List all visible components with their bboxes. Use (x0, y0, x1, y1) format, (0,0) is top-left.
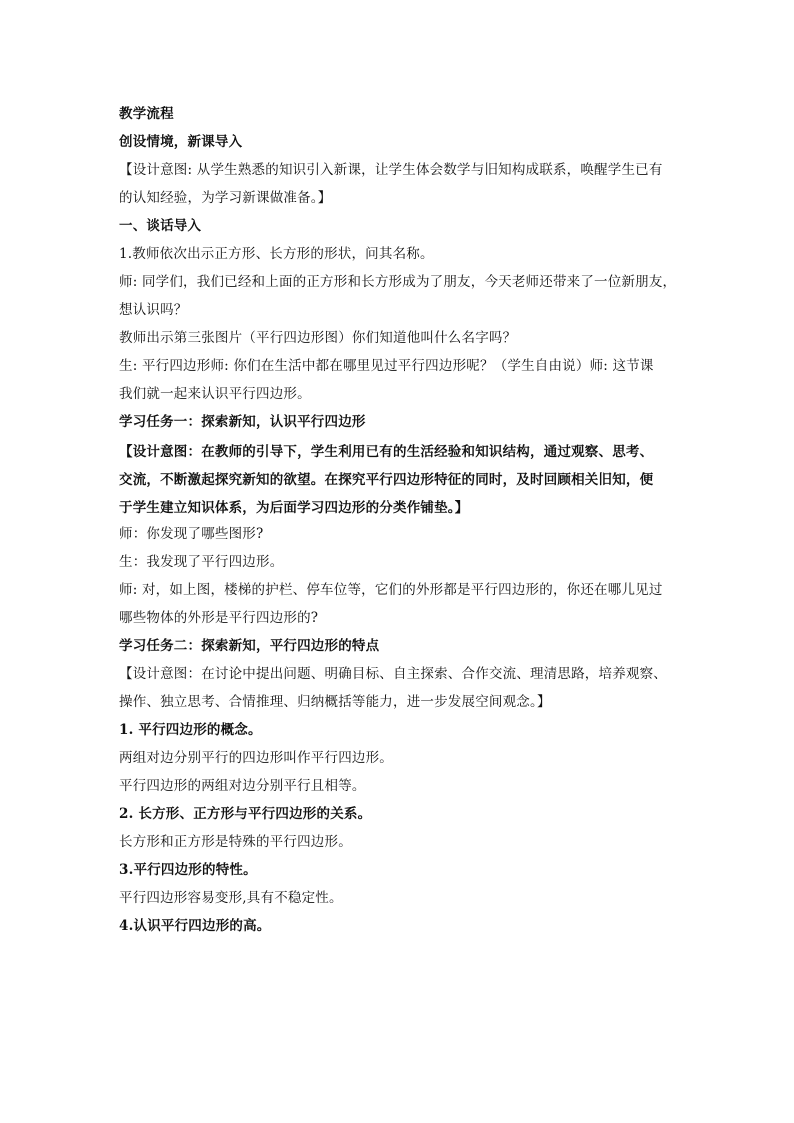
dialogue-teacher-2: 师：你发现了哪些图形? (119, 526, 264, 542)
heading-task-1: 学习任务一：探索新知，认识平行四边形 (119, 414, 366, 430)
heading-intro-section: 创设情境，新课导入 (119, 134, 243, 150)
paragraph-step-1: 1.教师依次出示正方形、长方形的形状，问其名称。 (119, 246, 434, 262)
dialogue-teacher-1-line-2: 想认识吗？ (119, 302, 188, 318)
heading-relationship: 2. 长方形、正方形与平行四边形的关系。 (119, 806, 372, 822)
heading-teaching-process: 教学流程 (119, 106, 174, 122)
design-intent-3-line-2: 操作、独立思考、合情推理、归纳概括等能力，进一步发展空间观念。】 (119, 694, 551, 710)
paragraph-concept-property: 平行四边形的两组对边分别平行且相等。 (119, 778, 366, 794)
paragraph-show-third-picture: 教师出示第三张图片（平行四边形图）你们知道他叫什么名字吗？ (119, 330, 517, 346)
design-intent-2-line-3: 于学生建立知识体系，为后面学习四边形的分类作铺垫。】 (119, 500, 469, 516)
design-intent-2-line-1: 【设计意图：在教师的引导下，学生利用已有的生活经验和知识结构，通过观察、思考、 (119, 444, 654, 460)
dialogue-student-teacher-line-2: 我们就一起来认识平行四边形。 (119, 386, 311, 402)
heading-task-2: 学习任务二：探索新知，平行四边形的特点 (119, 638, 380, 654)
heading-characteristic: 3.平行四边形的特性。 (119, 862, 257, 878)
dialogue-teacher-3-line-1: 师: 对，如上图，楼梯的护栏、停车位等，它们的外形都是平行四边形的，你还在哪儿见过 (119, 582, 663, 598)
heading-concept: 1. 平行四边形的概念。 (119, 722, 262, 738)
document-body (119, 100, 684, 940)
heading-talk-intro: 一、谈话导入 (119, 218, 202, 234)
design-intent-2-line-2: 交流，不断激起探究新知的欲望。在探究平行四边形特征的同时，及时回顾相关旧知，便 (119, 472, 654, 488)
dialogue-student-2: 生：我发现了平行四边形。 (119, 554, 284, 570)
heading-height: 4.认识平行四边形的高。 (119, 918, 271, 934)
dialogue-student-teacher-line-1: 生: 平行四边形师: 你们在生活中都在哪里见过平行四边形呢？（学生自由说）师: 这节课 (119, 358, 654, 374)
design-intent-3-line-1: 【设计意图：在讨论中提出问题、明确目标、自主探索、合作交流、理清思路，培养观察、 (119, 666, 667, 682)
paragraph-concept-definition: 两组对边分别平行的四边形叫作平行四边形。 (119, 750, 393, 766)
paragraph-relationship: 长方形和正方形是特殊的平行四边形。 (119, 834, 352, 850)
dialogue-teacher-3-line-2: 哪些物体的外形是平行四边形的? (119, 610, 319, 626)
design-intent-1-line-2: 的认知经验，为学习新课做准备。】 (119, 190, 332, 206)
dialogue-teacher-1-line-1: 师: 同学们，我们已经和上面的正方形和长方形成为了朋友，今天老师还带来了一位新朋友， (119, 274, 677, 290)
paragraph-characteristic: 平行四边形容易变形,具有不稳定性。 (119, 890, 343, 906)
design-intent-1-line-1: 【设计意图: 从学生熟悉的知识引入新课，让学生体会数学与旧知构成联系，唤醒学生已有 (119, 162, 663, 178)
